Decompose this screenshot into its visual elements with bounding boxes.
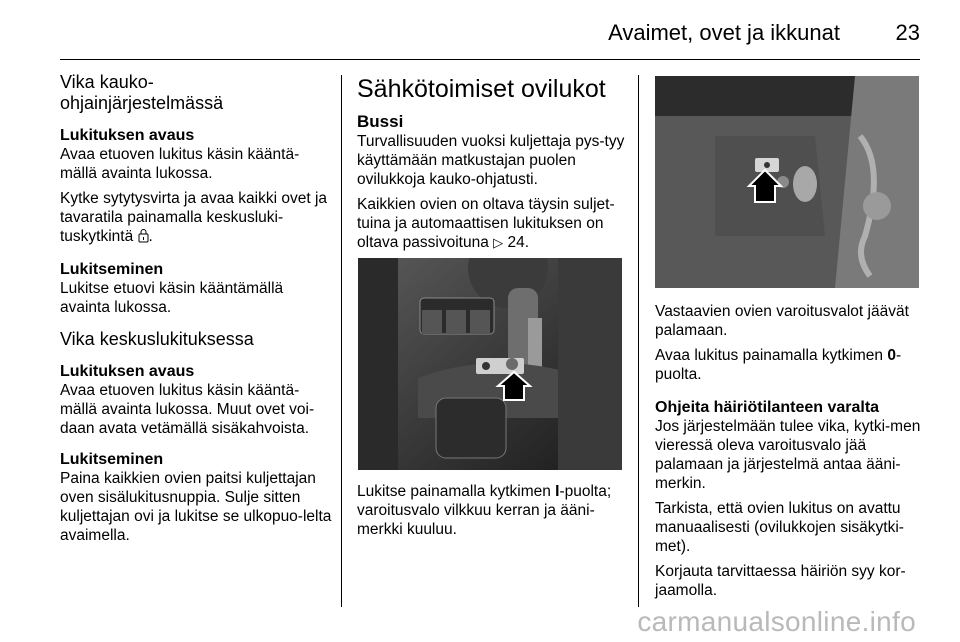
- lock-block-2: [60, 450, 332, 545]
- paragraph: Vastaavien ovien varoitusvalot jäävät palamaan.: [655, 303, 909, 339]
- paragraph-text: Lukitse painamalla kytkimen: [357, 483, 556, 500]
- paragraph: [60, 189, 332, 248]
- page-title: Avaimet, ovet ja ikkunat: [608, 20, 840, 45]
- paragraph: Jos järjestelmään tulee vika, kytki-men vieressä oleva varoitusvalo jää palamaan ja järjestelmä antaa ääni-merkin.: [655, 418, 921, 492]
- paragraph-text-end: .: [148, 228, 153, 245]
- switch-key-label: 0: [887, 347, 896, 364]
- section-title-power-locks: Sähkötoimiset ovilukot: [357, 75, 606, 103]
- heading-line-1: Vika kauko-: [60, 72, 154, 92]
- paragraph: Lukitse etuovi käsin kääntämällä avainta lukossa.: [60, 280, 284, 316]
- subheading: Lukitseminen: [60, 451, 164, 468]
- unlock-block-1: [60, 126, 332, 248]
- door-switch-photo: [655, 76, 919, 288]
- lock-block-1: [60, 260, 332, 317]
- subheading-bus: Bussi: [357, 112, 404, 131]
- paragraph-text: -puolta; varoitusvalo vilkkuu kerran ja ääni-merkki kuuluu.: [357, 483, 612, 538]
- subheading: Lukituksen avaus: [60, 127, 195, 144]
- column-2: [357, 74, 627, 258]
- paragraph: Tarkista, että ovien lukitus on avattu manuaalisesti (ovilukkojen sisäkytki-met).: [655, 500, 904, 555]
- subheading: Lukitseminen: [60, 261, 164, 278]
- section-heading-central-fault: Vika keskuslukituksessa: [60, 329, 254, 349]
- paragraph-text: Kaikkien ovien on oltava täysin suljet-tuina ja automaattisen lukituksen on oltava passivoituna: [357, 196, 615, 251]
- subheading-troubleshooting: Ohjeita häiriötilanteen varalta: [655, 399, 880, 416]
- paragraph: Korjauta tarvittaessa häiriön syy kor-jaamolla.: [655, 563, 906, 599]
- paragraph-text: -puolta.: [655, 347, 902, 383]
- subheading: Lukituksen avaus: [60, 363, 195, 380]
- paragraph: Avaa etuoven lukitus käsin kääntä-mällä avainta lukossa. Muut ovet voi-daan avata vetämällä sisäkahvoista.: [60, 382, 315, 437]
- paragraph: [357, 482, 627, 539]
- paragraph-text: Avaa lukitus painamalla kytkimen: [655, 347, 888, 364]
- switch-key-label: I: [555, 483, 560, 500]
- unlock-block-2: [60, 362, 332, 438]
- page-number: 23: [895, 20, 920, 45]
- column-3: [655, 302, 923, 606]
- page-reference: 24.: [507, 234, 530, 251]
- column-1: [60, 72, 332, 557]
- central-lock-switch-icon: [138, 229, 149, 248]
- paragraph-text: Kytke sytytysvirta ja avaa kaikki ovet ja tavaratila painamalla keskusluki-tuskytkintä: [60, 190, 328, 245]
- header-rule: [60, 59, 920, 60]
- dashboard-switch-photo: [358, 258, 622, 470]
- paragraph: Turvallisuuden vuoksi kuljettaja pys-tyy käyttämään matkustajan puolen ovilukkoja kauko-ohjatusti.: [357, 133, 625, 188]
- page-reference-arrow-icon: ▷: [493, 235, 504, 250]
- paragraph: Paina kaikkien ovien paitsi kuljettajan oven sisälukitusnuppia. Sulje sitten kuljettajan ovi ja lukitse se ulkopuo-lelta avaimella.: [60, 470, 332, 544]
- section-heading-remote-fault: [60, 72, 332, 114]
- paragraph: [655, 346, 923, 384]
- paragraph: Avaa etuoven lukitus käsin kääntä-mällä avainta lukossa.: [60, 146, 300, 182]
- heading-line-2: ohjainjärjestelmässä: [60, 93, 224, 113]
- paragraph: [357, 195, 627, 252]
- column-divider-right: [638, 75, 639, 607]
- column-divider-left: [341, 75, 342, 607]
- column-2-bottom: [357, 482, 627, 545]
- footer-watermark: carmanualsonline.info: [637, 606, 916, 637]
